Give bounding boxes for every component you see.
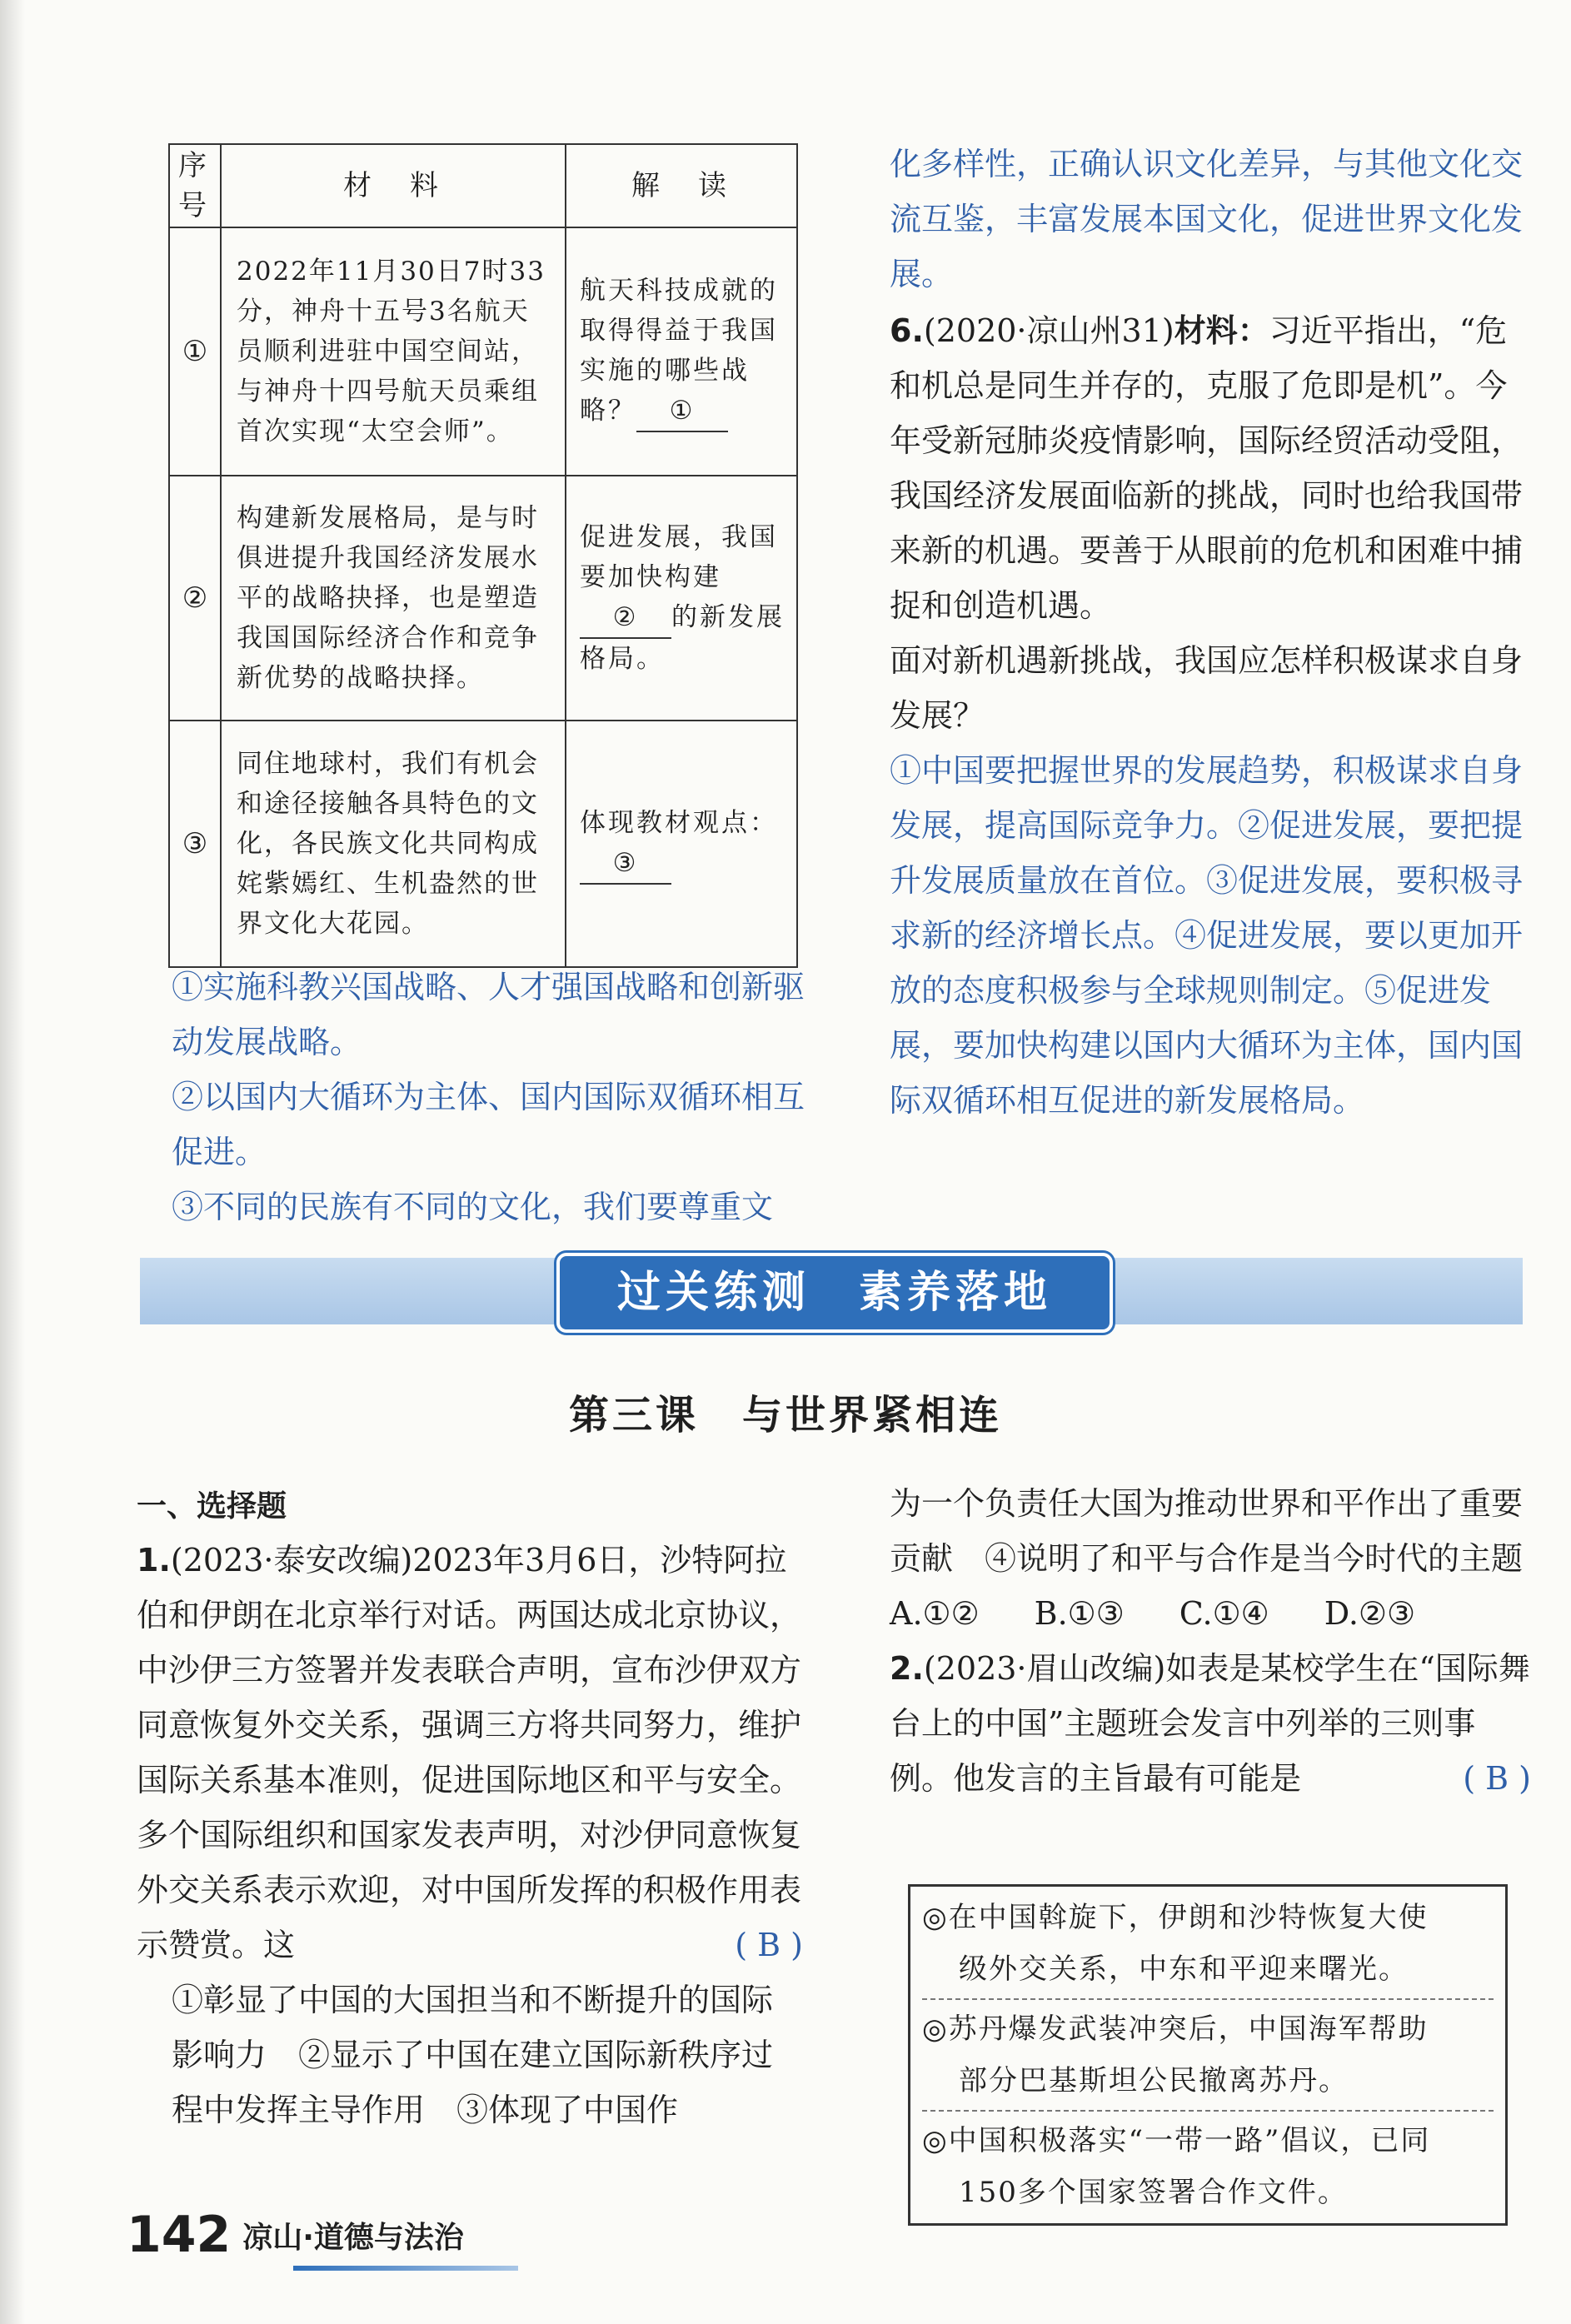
row-interpretation [566,476,797,721]
list-item [922,1892,1505,1995]
header-interpretation: 解 读 [566,144,797,227]
interp-text: 促进发展，我国要加快构建 [580,522,778,592]
right-column-bottom [890,1476,1531,1806]
table-row [169,227,797,476]
header-material: 材 料 [221,144,566,227]
answer-continuation: 化多样性，正确认识文化差异，与其他文化交流互鉴，丰富发展本国文化，促进世界文化发展。 [890,146,1524,292]
question-answer: ①中国要把握世界的发展趋势，积极谋求自身发展，提高国际竞争力。②促进发展，要把提升发展质量放在首位。③促进发展，要积极寻求新的经济增长点。④促进发展，要以更加开放的态度积极参与全球规则制定。⑤促进发展，要加快构建以国内大循环为主体，国内国际双循环相互促进的新发展格局。 [890,752,1524,1119]
question-number: 1. [137,1542,171,1578]
option-c: C.①④ [1179,1595,1269,1632]
item-text: 在中国斡旋下，伊朗和沙特恢复大使 [948,1901,1429,1934]
interp-text-after: 的新发展格局。 [580,602,785,674]
divider [922,1998,1494,2000]
row-material: 同住地球村，我们有机会和途径接触各具特色的文化，各民族文化共同构成姹紫嫣红、生机盎然的世界文化大花园。 [221,721,566,967]
question-prompt: 面对新机遇新挑战，我国应怎样积极谋求自身发展？ [890,642,1524,734]
row-material: 2022年11月30日7时33分，神舟十五号3名航天员顺利进驻中国空间站，与神舟十四号航天员乘组首次实现“太空会师”。 [221,227,566,476]
question-source: (2023·眉山改编) [923,1650,1166,1687]
question-stem: 2023年3月6日，沙特阿拉伯和伊朗在北京举行对话。两国达成北京协议，中沙伊三方签署并发表联合声明，宣布沙伊双方同意恢复外交关系，强调三方将共同努力，维护国际关系基本准则，促进国际地区和平与安全。多个国际组织和国家发表声明，对沙伊同意恢复外交关系表示欢迎，对中国所发挥的积极作用表示赞赏。这 [137,1542,802,1963]
banner-title: 过关练测 素养落地 [556,1253,1113,1333]
section-banner [140,1258,1523,1324]
question-number: 2. [890,1650,924,1687]
interp-text: 航天科技成就的取得得益于我国实施的哪些战略？ [580,276,778,426]
section-heading: 一、选择题 [137,1489,287,1524]
row-material: 构建新发展格局，是与时俱进提升我国经济发展水平的战略抉择，也是塑造我国国际经济合作和竞争新优势的战略抉择。 [221,476,566,721]
fill-blank: ② [580,597,671,639]
divider [922,2110,1494,2112]
item-text-continued: 级外交关系，中东和平迎来曙光。 [959,1952,1409,1986]
answer-line: ②以国内大循环为主体、国内国际双循环相互促进。 [172,1079,805,1170]
answer-line: ③不同的民族有不同的文化，我们要尊重文 [172,1189,774,1225]
example-box [908,1884,1508,2226]
interp-text: 体现教材观点： [580,808,778,838]
material-table [168,143,798,968]
page-footer [127,2206,464,2264]
row-number: ① [169,227,221,476]
item-text-continued: 150多个国家签署合作文件。 [959,2176,1348,2209]
page-edge-shadow [0,0,25,2324]
question-source: (2020·凉山州31) [923,312,1175,349]
row-number: ② [169,476,221,721]
bullet-mark: ◎ [922,1901,949,1934]
row-interpretation [566,227,797,476]
answer-bracket: ( B ) [735,1927,803,1963]
option-b: B.①③ [1034,1595,1125,1632]
option-a: A.①② [890,1595,980,1632]
bullet-mark: ◎ [922,2012,949,2046]
material-label: 材料： [1174,312,1269,349]
question-material: 习近平指出，“危和机总是同生并存的，克服了危即是机”。今年受新冠肺炎疫情影响，国际经贸活动受阻，我国经济发展面临新的挑战，同时也给我国带来新的机遇。要善于从眼前的危机和困难中捕捉和创造机遇。 [890,312,1524,624]
question-1 [137,1533,803,2137]
row-number: ③ [169,721,221,967]
header-number: 序号 [169,144,221,227]
item-text: 苏丹爆发武装冲突后，中国海军帮助 [948,2012,1429,2046]
option-d: D.②③ [1324,1595,1416,1632]
answer-line: ①实施科教兴国战略、人才强国战略和创新驱动发展战略。 [172,969,805,1060]
lesson-title: 第三课 与世界紧相连 [568,1392,1002,1439]
question-source: (2023·泰安改编) [170,1542,413,1578]
question-statements-continued: 为一个负责任大国为推动世界和平作出了重要贡献 ④说明了和平与合作是当今时代的主题 [890,1485,1524,1577]
question-stem: 如表是某校学生在“国际舞台上的中国”主题班会发言中列举的三则事例。他发言的主旨最有可能是 [890,1650,1530,1797]
list-item [922,2115,1505,2218]
question-number: 6. [890,312,924,349]
fill-blank: ① [636,391,728,432]
table-row [169,476,797,721]
item-text: 中国积极落实“一带一路”倡议，已同 [948,2124,1431,2157]
footer-underline [293,2266,518,2271]
fill-blank: ③ [580,843,671,885]
item-text-continued: 部分巴基斯坦公民撤离苏丹。 [959,2064,1349,2097]
table-row [169,721,797,967]
question-2 [890,1641,1531,1806]
right-column-top [890,137,1523,1128]
page-number: 142 [127,2206,232,2264]
table-header-row [169,144,797,227]
option-row [890,1586,1531,1641]
answer-bracket: ( B ) [1463,1760,1531,1797]
table-answers [172,960,805,1234]
footer-text: 凉山·道德与法治 [242,2220,464,2255]
bullet-mark: ◎ [922,2124,949,2157]
question-statements: ①彰显了中国的大国担当和不断提升的国际影响力 ②显示了中国在建立国际新秩序过程中发挥主导作用 ③体现了中国作 [172,1982,774,2128]
row-interpretation [566,721,797,967]
list-item [922,2003,1505,2107]
question-6 [890,303,1523,633]
